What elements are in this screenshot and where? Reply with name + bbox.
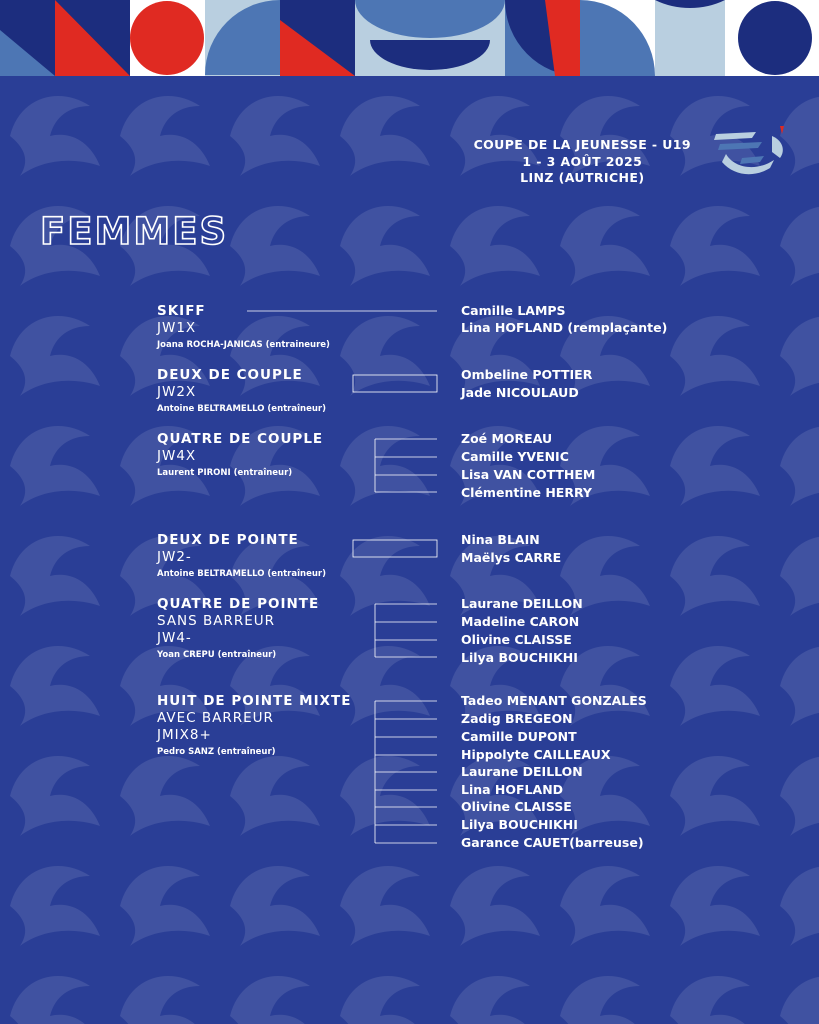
page-title: FEMMES [40, 210, 229, 253]
federation-logo [712, 122, 792, 182]
athlete-name: Hippolyte CAILLEAUX [461, 747, 611, 762]
event-code: JW4X [157, 448, 197, 464]
event-title: QUATRE DE COUPLE [157, 431, 324, 447]
event-skiff [157, 303, 330, 351]
athlete-name: Ombeline POTTIER [461, 367, 593, 382]
event-quatre-de-pointe [157, 596, 319, 661]
athlete-name: Garance CAUET(barreuse) [461, 835, 644, 850]
event-coach: Laurent PIRONI (entraîneur) [157, 468, 293, 478]
event-title: QUATRE DE POINTE [157, 596, 320, 612]
athlete-name: Zoé MOREAU [461, 431, 553, 446]
athlete-name: Lisa VAN COTTHEM [461, 467, 596, 482]
event-code: JW1X [157, 320, 197, 336]
event-code: JW2- [157, 549, 192, 565]
event-code: JMIX8+ [157, 727, 212, 743]
competition-dates: 1 - 3 AOÛT 2025 [522, 153, 643, 169]
competition-location: LINZ (AUTRICHE) [520, 170, 645, 185]
event-code: JW2X [157, 384, 197, 400]
event-title: DEUX DE POINTE [157, 532, 299, 548]
athlete-name: Camille YVENIC [461, 449, 569, 464]
event-deux-de-couple [157, 367, 326, 415]
competition-name: COUPE DE LA JEUNESSE - U19 [473, 137, 691, 152]
event-coach: Antoine BELTRAMELLO (entraîneur) [157, 404, 326, 414]
event-subtitle: SANS BARREUR [157, 613, 276, 629]
event-coach: Pedro SANZ (entraîneur) [157, 747, 276, 757]
event-title: SKIFF [157, 303, 206, 319]
event-huit-de-pointe [157, 693, 351, 758]
geometric-banner [0, 0, 819, 76]
athlete-name: Zadig BREGEON [461, 711, 573, 726]
event-subtitle: AVEC BARREUR [157, 710, 274, 726]
event-quatre-de-couple [157, 431, 323, 479]
event-coach: Joana ROCHA-JANICAS (entraineure) [157, 340, 330, 350]
athlete-name: Olivine CLAISSE [461, 799, 572, 814]
event-coach: Yoan CREPU (entraîneur) [157, 650, 277, 660]
athlete-name: Camille DUPONT [461, 729, 577, 744]
event-title: DEUX DE COUPLE [157, 367, 303, 383]
athlete-name: Nina BLAIN [461, 532, 540, 547]
athlete-name: Laurane DEILLON [461, 764, 583, 779]
athlete-name: Maëlys CARRE [461, 550, 562, 565]
event-title: HUIT DE POINTE MIXTE [157, 693, 352, 709]
event-coach: Antoine BELTRAMELLO (entraîneur) [157, 569, 326, 579]
athlete-name: Camille LAMPS [461, 303, 566, 318]
competition-info [474, 137, 691, 187]
athlete-name: Lilya BOUCHIKHI [461, 817, 578, 832]
athlete-name: Madeline CARON [461, 614, 580, 629]
event-deux-de-pointe [157, 532, 326, 580]
athlete-name: Lilya BOUCHIKHI [461, 650, 578, 665]
athlete-name: Laurane DEILLON [461, 596, 583, 611]
event-code: JW4- [157, 630, 192, 646]
athlete-name: Jade NICOULAUD [461, 385, 579, 400]
athlete-name: Clémentine HERRY [461, 485, 592, 500]
athlete-name: Olivine CLAISSE [461, 632, 572, 647]
athlete-name: Lina HOFLAND [461, 782, 564, 797]
athlete-name: Tadeo MENANT GONZALES [461, 693, 647, 708]
athlete-name: Lina HOFLAND (remplaçante) [461, 320, 668, 335]
